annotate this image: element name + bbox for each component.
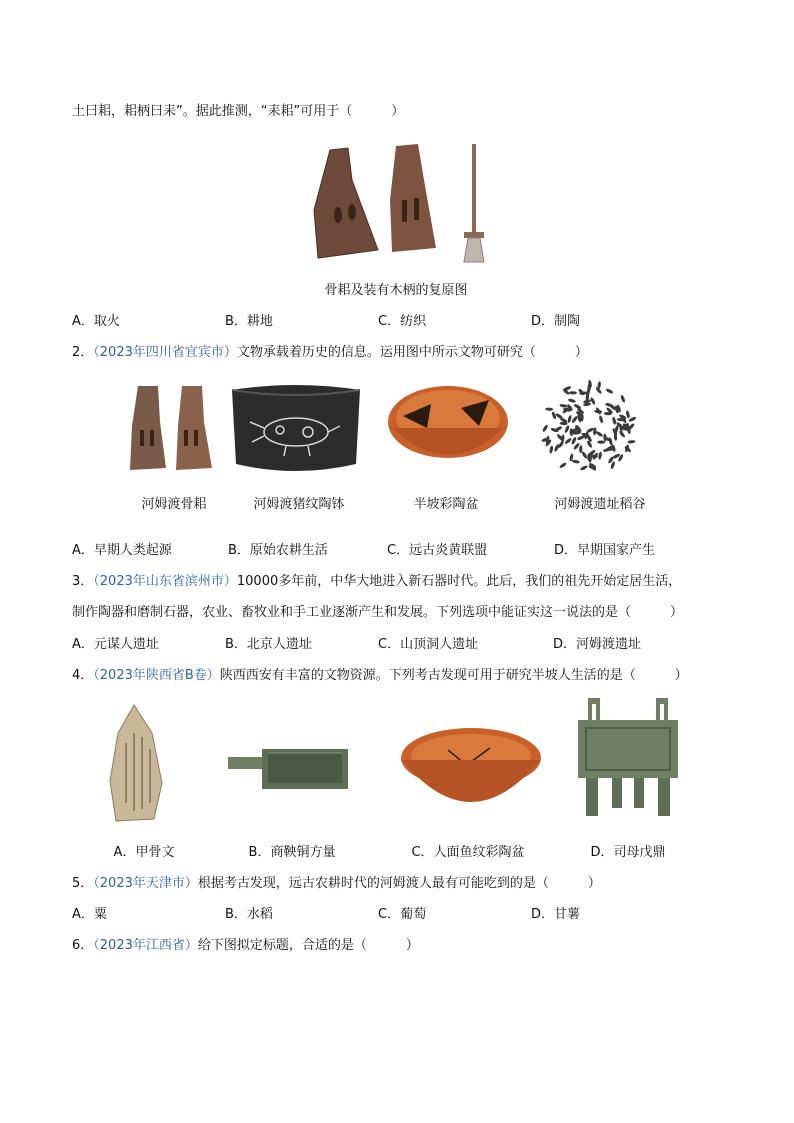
- q2-source: （2023年四川省宜宾市）: [93, 345, 237, 360]
- rice-grain: [597, 441, 605, 444]
- q1-option-a[interactable]: A．取火: [72, 314, 120, 329]
- q3-source: （2023年山东省滨州市）: [93, 574, 237, 589]
- hemudu-pig-pattern-bowl-image: [228, 382, 364, 476]
- q3-option-c[interactable]: C．山顶洞人遗址: [378, 637, 479, 652]
- q5-number: 5．: [72, 876, 94, 891]
- simuwu-ding-image: [572, 696, 684, 820]
- q1-option-d[interactable]: D．制陶: [531, 314, 581, 329]
- q3-stem-line2: 制作陶器和磨制石器，农业、畜牧业和手工业逐渐产生和发展。下列选项中能证实这一说法的是（ ）: [72, 605, 684, 620]
- q5-stem: [72, 872, 601, 891]
- q4-caption-a[interactable]: A．甲骨文: [113, 845, 175, 860]
- q1-option-c[interactable]: C．纺织: [378, 314, 427, 329]
- q6-number: 6．: [72, 938, 94, 953]
- q2-number: 2．: [72, 345, 94, 360]
- q6-stem-text: 给下图拟定标题，合适的是（ ）: [197, 938, 419, 953]
- q5-source: （2023年天津市）: [93, 876, 198, 891]
- q4-caption-c[interactable]: C．人面鱼纹彩陶盆: [411, 845, 525, 860]
- q2-option-a[interactable]: A．早期人类起源: [72, 543, 172, 558]
- hemudu-bone-spade-image: [124, 382, 220, 474]
- q3-stem-line1: [72, 570, 681, 589]
- oracle-bone-image: [104, 703, 168, 823]
- q2-option-b[interactable]: B．原始农耕生活: [228, 543, 328, 558]
- q1-figure-caption: 骨耜及装有木柄的复原图: [324, 283, 468, 298]
- q6-stem: [72, 934, 419, 953]
- q4-caption-d[interactable]: D．司母戊鼎: [590, 845, 666, 860]
- q1-option-b[interactable]: B．耕地: [225, 314, 273, 329]
- q2-stem: [72, 341, 588, 360]
- q4-number: 4．: [72, 668, 94, 683]
- bone-spade-figure: [308, 140, 498, 270]
- q4-caption-b[interactable]: B．商鞅铜方量: [248, 845, 336, 860]
- q4-stem-text: 陕西西安有丰富的文物资源。下列考古发现可用于研究半坡人生活的是（ ）: [219, 668, 688, 683]
- q6-source: （2023年江西省）: [93, 938, 198, 953]
- q2-stem-text: 文物承载着历史的信息。运用图中所示文物可研究（ ）: [236, 345, 588, 360]
- shang-yang-bronze-measure-image: [226, 743, 352, 795]
- q2-caption-4: 河姆渡遗址稻谷: [554, 497, 646, 512]
- q3-stem-text-1: 10000多年前，中华大地进入新石器时代。此后，我们的祖先开始定居生活，: [236, 574, 682, 589]
- q5-option-d[interactable]: D．甘薯: [531, 907, 581, 922]
- q5-option-b[interactable]: B．水稻: [225, 907, 273, 922]
- q1-stem-tail: 土曰耜，耜柄曰耒”。据此推测，“耒耜”可用于（ ）: [72, 104, 405, 119]
- q5-stem-text: 根据考古发现，远古农耕时代的河姆渡人最有可能吃到的是（ ）: [197, 876, 601, 891]
- hemudu-rice-grains-image: [534, 376, 644, 480]
- q2-option-c[interactable]: C．远古炎黄联盟: [387, 543, 488, 558]
- q2-caption-1: 河姆渡骨耜: [141, 497, 207, 512]
- q4-source: （2023年陕西省B卷）: [93, 668, 220, 683]
- q3-option-d[interactable]: D．河姆渡遗址: [553, 637, 642, 652]
- banpo-painted-basin-image: [383, 378, 513, 478]
- q4-stem: [72, 664, 688, 683]
- q3-option-a[interactable]: A．元谋人遗址: [72, 637, 159, 652]
- q2-option-d[interactable]: D．早期国家产生: [554, 543, 656, 558]
- q5-option-c[interactable]: C．葡萄: [378, 907, 427, 922]
- q2-caption-3: 半坡彩陶盆: [413, 497, 479, 512]
- q2-caption-2: 河姆渡猪纹陶钵: [253, 497, 345, 512]
- human-face-fish-basin-image: [398, 724, 544, 820]
- q3-option-b[interactable]: B．北京人遗址: [225, 637, 312, 652]
- q3-number: 3．: [72, 574, 94, 589]
- q5-option-a[interactable]: A．粟: [72, 907, 107, 922]
